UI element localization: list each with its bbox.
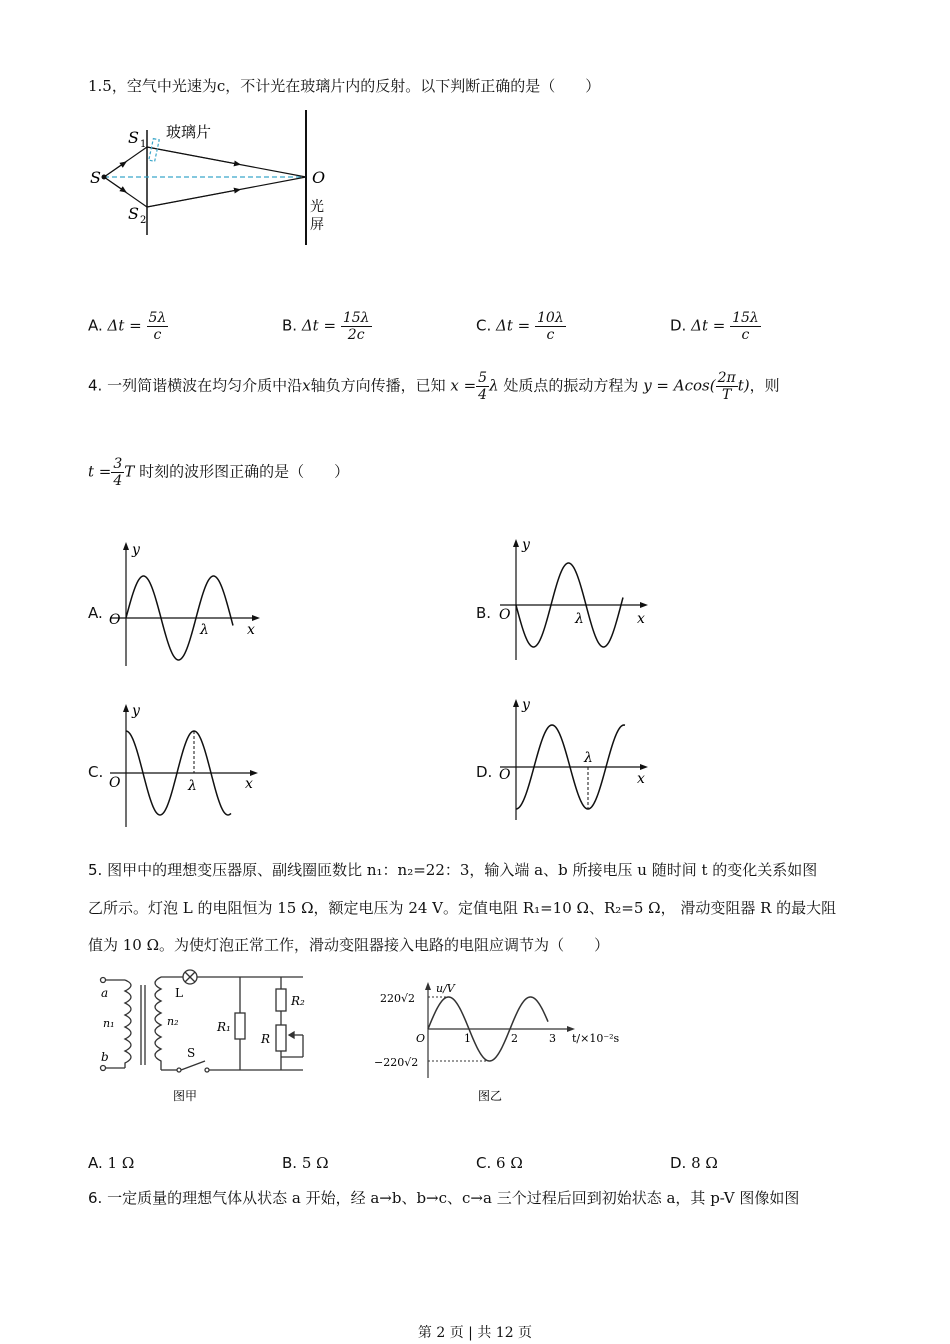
q4-option-a[interactable]: A. bbox=[88, 604, 103, 622]
label-s: S bbox=[90, 168, 101, 187]
q3-option-a[interactable]: A. Δt = $\frac{5\lambda}{c}$ bbox=[88, 310, 167, 343]
q4-option-d[interactable]: D. bbox=[476, 763, 493, 781]
q4-graph-b bbox=[495, 535, 660, 665]
page-footer: 第 2 页 | 共 12 页 bbox=[417, 1325, 533, 1341]
svg-text:图乙: 图乙 bbox=[478, 1089, 503, 1103]
svg-text:R₂: R₂ bbox=[291, 994, 305, 1008]
label-screen-2: 屏 bbox=[310, 217, 324, 233]
q4-option-c[interactable]: C. bbox=[88, 763, 104, 781]
svg-text:n₂: n₂ bbox=[167, 1015, 179, 1028]
svg-text:1: 1 bbox=[464, 1032, 471, 1045]
svg-text:2: 2 bbox=[511, 1032, 518, 1045]
svg-text:R₁: R₁ bbox=[217, 1020, 231, 1034]
svg-text:t/×10⁻²s: t/×10⁻²s bbox=[572, 1032, 620, 1045]
label-o: O bbox=[312, 168, 326, 187]
svg-text:y: y bbox=[522, 537, 530, 553]
svg-text:3: 3 bbox=[549, 1032, 556, 1045]
svg-text:L: L bbox=[175, 986, 183, 1000]
q4-graph-a bbox=[105, 538, 270, 668]
svg-text:R: R bbox=[261, 1032, 271, 1046]
q4-stem-line2: t = $\frac{3}{4}$ T 时刻的波形图正确的是（ ） bbox=[88, 456, 350, 489]
label-s1-sub: 1 bbox=[140, 139, 147, 150]
svg-text:O: O bbox=[109, 612, 121, 628]
svg-text:λ: λ bbox=[188, 778, 197, 794]
label-s2-sub: 2 bbox=[140, 215, 147, 226]
svg-text:O: O bbox=[109, 775, 121, 791]
q4-stem-line1: 4. 一列简谐横波在均匀介质中沿x轴负方向传播，已知 x = $\frac{5}{4}$ λ 处质点的振动方程为 y = Acos( $\frac{2\pi}{T}$ t)，则 bbox=[88, 370, 780, 403]
svg-text:u/V: u/V bbox=[436, 982, 455, 995]
q5-option-d[interactable]: D. 8 Ω bbox=[670, 1154, 718, 1172]
svg-text:S: S bbox=[187, 1046, 196, 1060]
q5-stem-line2: 乙所示。灯泡 L 的电阻恒为 15 Ω，额定电压为 24 V。定值电阻 R₁=10 Ω、R₂=5 Ω， 滑动变阻器 R 的最大阻 bbox=[88, 899, 837, 917]
svg-text:y: y bbox=[132, 703, 140, 719]
q5-option-c[interactable]: C. 6 Ω bbox=[476, 1154, 523, 1172]
svg-text:x: x bbox=[245, 776, 253, 792]
svg-text:b: b bbox=[101, 1050, 109, 1064]
svg-text:−220√2: −220√2 bbox=[374, 1056, 419, 1069]
source-point bbox=[102, 175, 107, 180]
svg-text:图甲: 图甲 bbox=[173, 1089, 198, 1103]
label-s2: S bbox=[128, 204, 139, 223]
svg-text:a: a bbox=[101, 986, 109, 1000]
q5-stem-line1: 5. 图甲中的理想变压器原、副线圈匝数比 n₁：n₂=22：3，输入端 a、b 所接电压 u 随时间 t 的变化关系如图 bbox=[88, 861, 818, 879]
glass-plate bbox=[149, 139, 159, 162]
q6-stem: 6. 一定质量的理想气体从状态 a 开始，经 a→b、b→c、c→a 三个过程后回到初始状态 a，其 p-V 图像如图 bbox=[88, 1189, 800, 1207]
label-glass: 玻璃片 bbox=[166, 123, 212, 141]
svg-text:y: y bbox=[522, 697, 530, 713]
svg-text:220√2: 220√2 bbox=[380, 992, 416, 1005]
label-screen-1: 光 bbox=[310, 199, 324, 215]
svg-text:O: O bbox=[416, 1032, 426, 1045]
q5-voltage-figure bbox=[370, 978, 640, 1108]
svg-text:x: x bbox=[637, 611, 645, 627]
q5-stem-line3: 值为 10 Ω。为使灯泡正常工作，滑动变阻器接入电路的电阻应调节为（ ） bbox=[88, 936, 610, 954]
q4-graph-c bbox=[105, 702, 270, 832]
q3-option-b[interactable]: B. Δt = $\frac{15\lambda}{2c}$ bbox=[282, 310, 370, 343]
q4-graph-d bbox=[495, 695, 660, 825]
q4-option-b[interactable]: B. bbox=[476, 604, 492, 622]
svg-text:y: y bbox=[132, 542, 140, 558]
svg-text:n₁: n₁ bbox=[103, 1017, 115, 1030]
q3-option-c[interactable]: C. Δt = $\frac{10\lambda}{c}$ bbox=[476, 310, 564, 343]
q5-circuit-figure bbox=[95, 965, 335, 1105]
q5-option-a[interactable]: A. 1 Ω bbox=[88, 1154, 135, 1172]
svg-text:λ: λ bbox=[200, 622, 209, 638]
q3-optics-figure bbox=[80, 105, 350, 250]
svg-text:λ: λ bbox=[575, 611, 584, 627]
svg-text:x: x bbox=[247, 622, 255, 638]
svg-text:x: x bbox=[637, 771, 645, 787]
svg-text:λ: λ bbox=[584, 750, 593, 766]
q3-option-d[interactable]: D. Δt = $\frac{15\lambda}{c}$ bbox=[670, 310, 759, 343]
svg-text:O: O bbox=[499, 607, 511, 623]
q5-option-b[interactable]: B. 5 Ω bbox=[282, 1154, 329, 1172]
svg-text:O: O bbox=[499, 767, 511, 783]
q3-stem: 1.5，空气中光速为c，不计光在玻璃片内的反射。以下判断正确的是（ ） bbox=[88, 77, 601, 95]
label-s1: S bbox=[128, 128, 139, 147]
